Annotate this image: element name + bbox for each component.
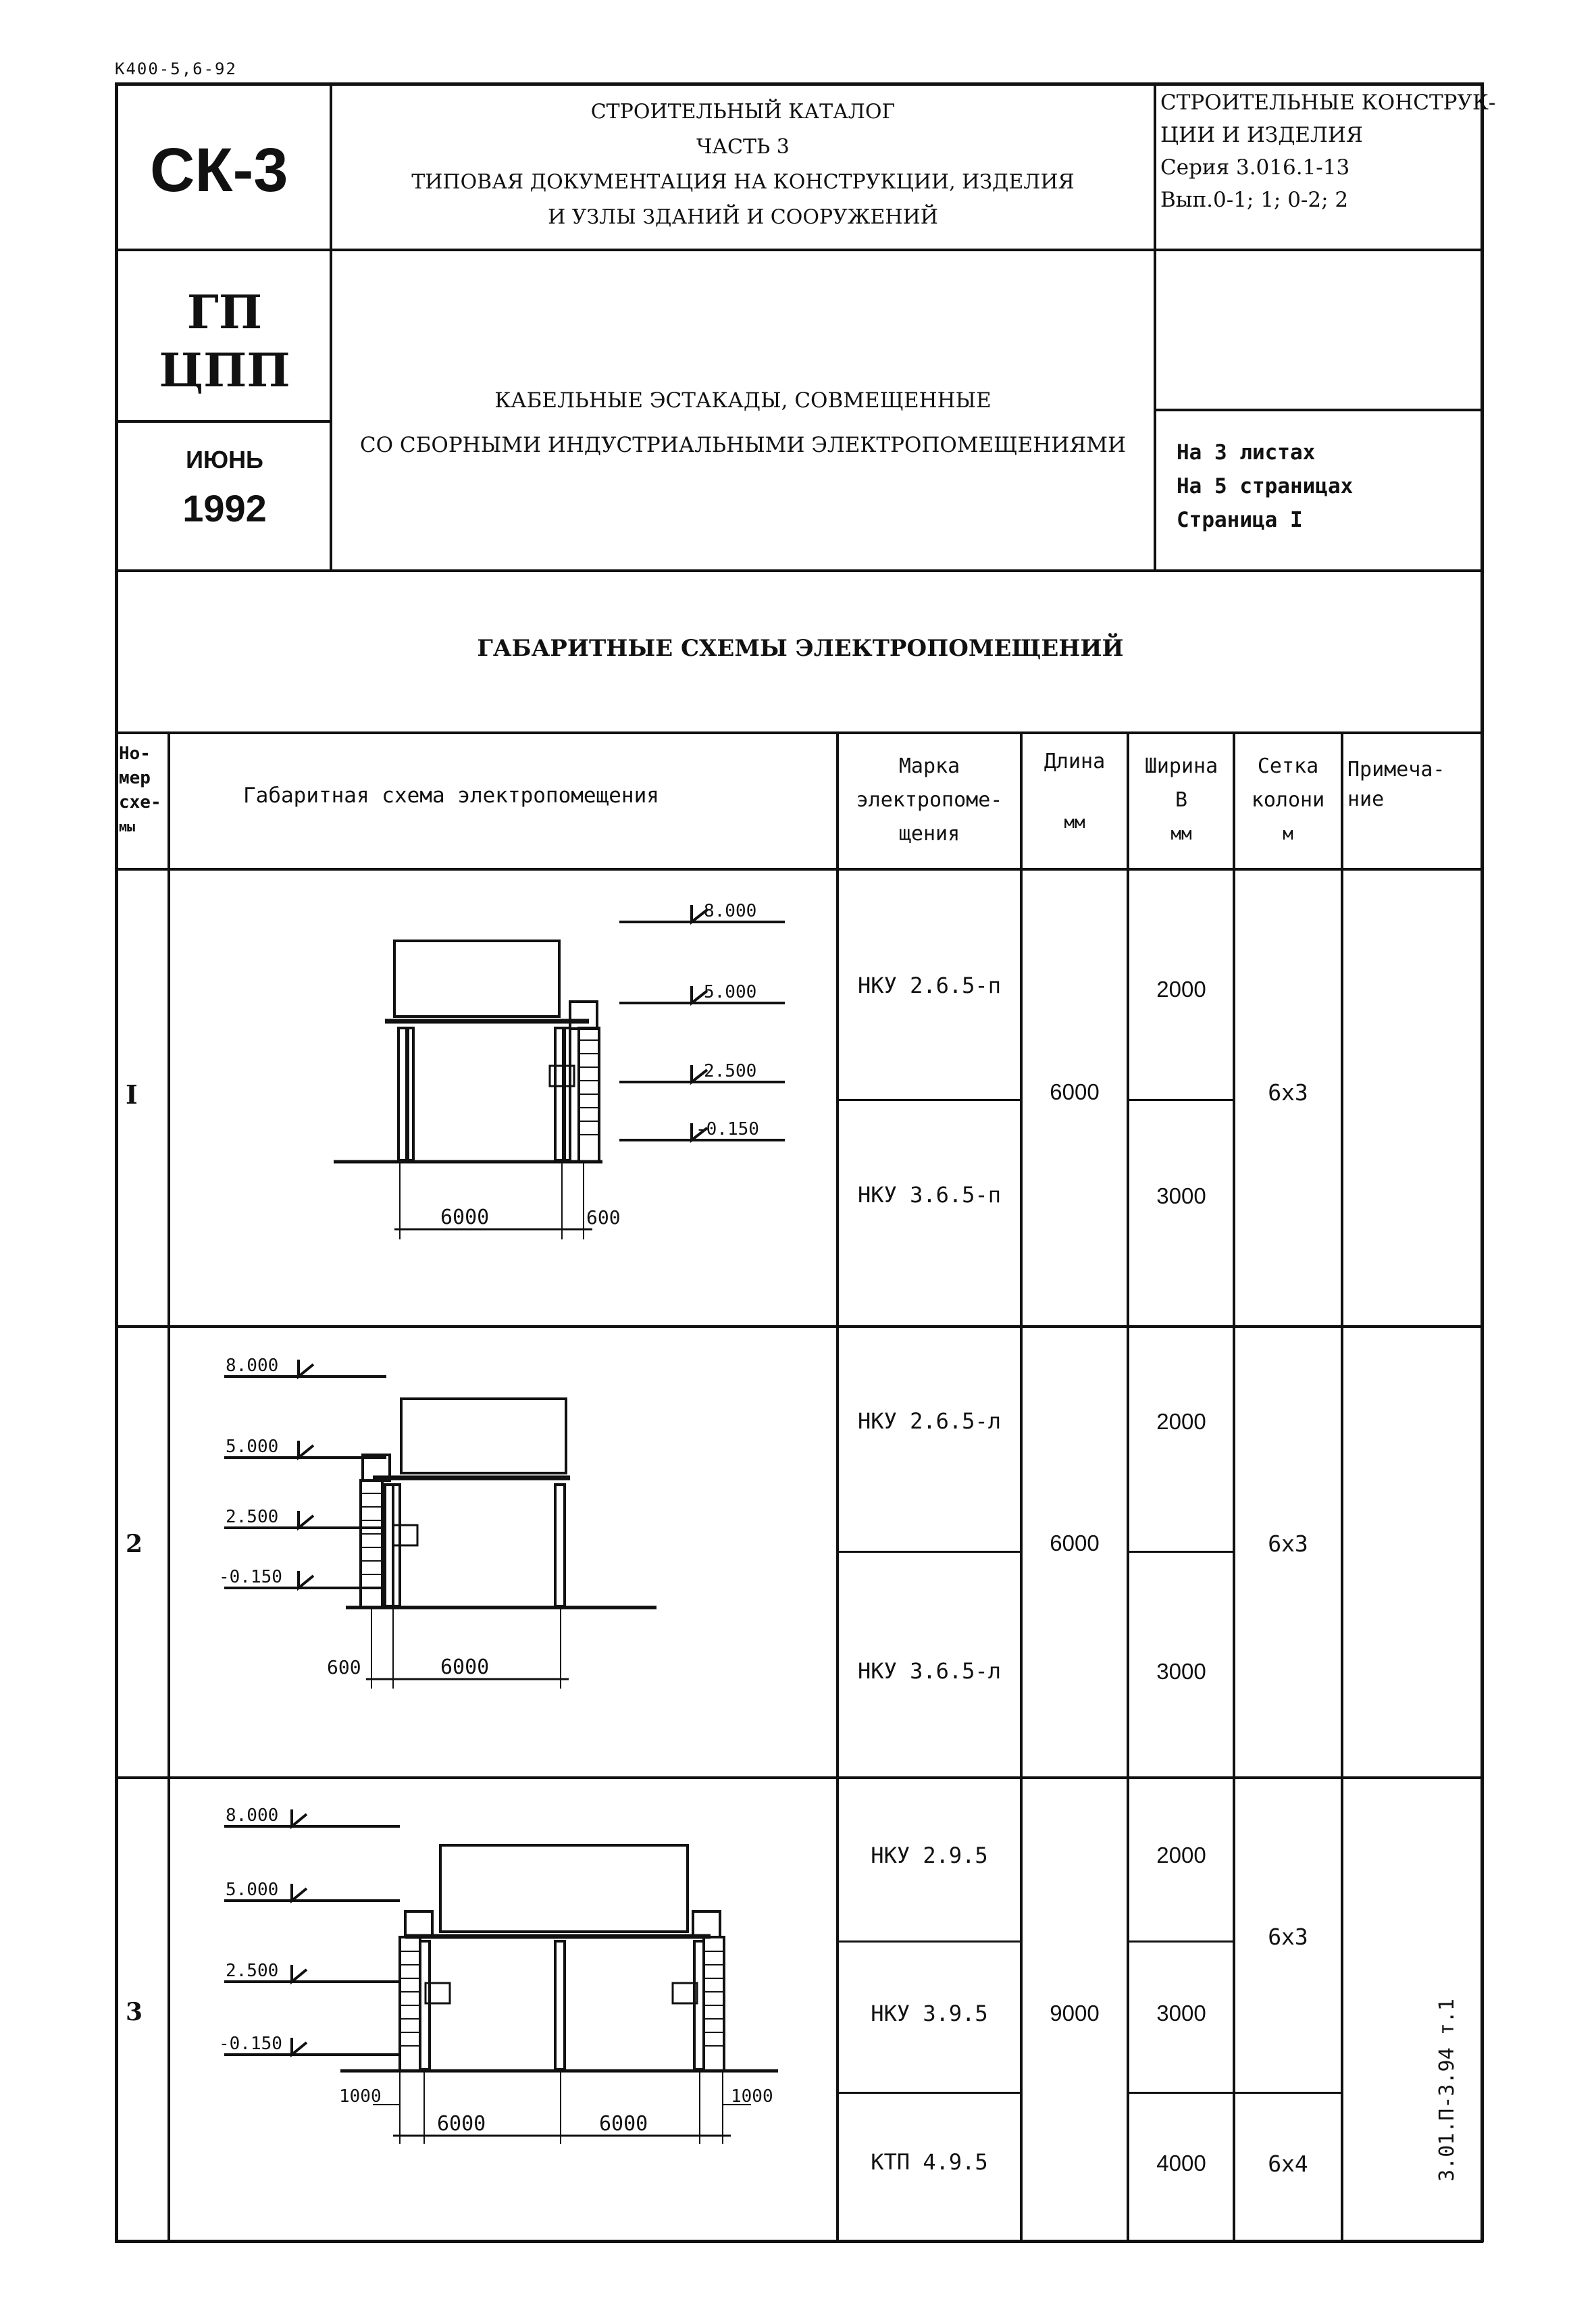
catalog-line: СТРОИТЕЛЬНЫЙ КАТАЛОГ bbox=[590, 100, 896, 124]
series-line: СТРОИТЕЛЬНЫЕ КОНСТРУК- bbox=[1160, 91, 1496, 115]
dimension-label: 600 bbox=[586, 1206, 621, 1229]
org-line: ЦПП bbox=[159, 344, 290, 398]
level-label: 2.500 bbox=[226, 1507, 279, 1527]
dimension-label: 1000 bbox=[731, 2086, 773, 2107]
row-number: 2 bbox=[126, 1530, 143, 1558]
room-length: 6000 bbox=[1050, 1079, 1100, 1104]
col-header-note-line: ние bbox=[1347, 788, 1385, 811]
col-header-num-line: мер bbox=[119, 768, 151, 788]
col-header-length-line: Длина bbox=[1044, 750, 1106, 773]
page-number: Страница I bbox=[1177, 508, 1303, 532]
col-header-length bbox=[1023, 750, 1127, 833]
level-label: 8.000 bbox=[704, 901, 757, 921]
col-header-mark-line: щения bbox=[898, 822, 960, 846]
level-label: 5.000 bbox=[226, 1880, 279, 1900]
series-block bbox=[1160, 86, 1495, 216]
level-label: 2.500 bbox=[704, 1061, 757, 1081]
column-grid: 6x3 bbox=[1268, 1531, 1308, 1557]
col-header-grid-line: м bbox=[1283, 824, 1293, 844]
col-header-note bbox=[1347, 755, 1483, 815]
issue-date bbox=[118, 446, 331, 530]
issue-year: 1992 bbox=[182, 487, 267, 530]
series-line: ЦИИ И ИЗДЕЛИЯ bbox=[1160, 123, 1363, 147]
col-header-num-line: Но- bbox=[119, 744, 151, 764]
room-length: 6000 bbox=[1050, 1531, 1100, 1555]
room-mark: НКУ 2.9.5 bbox=[871, 1843, 988, 1868]
title-line: СО СБОРНЫМИ ИНДУСТРИАЛЬНЫМИ ЭЛЕКТРОПОМЕЩЕНИЯМИ bbox=[359, 433, 1127, 457]
dimension-label: 600 bbox=[327, 1656, 361, 1678]
dimension-label: 1000 bbox=[339, 2086, 382, 2107]
col-header-width-line: мм bbox=[1170, 824, 1192, 844]
level-label: -0.150 bbox=[696, 1119, 759, 1139]
room-width: 2000 bbox=[1156, 1409, 1206, 1434]
col-header-length-line: мм bbox=[1064, 813, 1085, 833]
scheme-diagram-3 bbox=[170, 1779, 836, 2240]
col-header-width bbox=[1129, 750, 1233, 851]
level-label: 5.000 bbox=[704, 982, 757, 1002]
dimension-label: 6000 bbox=[437, 2112, 486, 2136]
organization bbox=[118, 284, 331, 400]
column-grid: 6x3 bbox=[1268, 1079, 1308, 1106]
col-header-note-line: Примеча- bbox=[1347, 758, 1445, 781]
catalog-line: ЧАСТЬ 3 bbox=[696, 135, 790, 159]
document-title bbox=[334, 378, 1152, 467]
series-line: Вып.0-1; 1; 0-2; 2 bbox=[1160, 188, 1349, 212]
catalog-code: СК-3 bbox=[150, 136, 288, 205]
level-label: -0.150 bbox=[219, 2034, 282, 2054]
room-mark: КТП 4.9.5 bbox=[871, 2149, 988, 2175]
col-header-mark bbox=[839, 750, 1020, 851]
column-grid: 6x3 bbox=[1268, 1924, 1308, 1950]
column-grid: 6x4 bbox=[1268, 2151, 1308, 2177]
title-line: КАБЕЛЬНЫЕ ЭСТАКАДЫ, СОВМЕЩЕННЫЕ bbox=[494, 388, 992, 413]
catalog-title-block bbox=[334, 95, 1152, 235]
col-header-num-line: мы bbox=[119, 819, 136, 835]
col-header-num bbox=[119, 742, 168, 839]
scheme-diagram-2 bbox=[170, 1328, 836, 1776]
row-number: 3 bbox=[126, 1998, 143, 2026]
col-header-grid-line: колони bbox=[1251, 788, 1325, 812]
col-header-grid bbox=[1235, 750, 1341, 851]
issue-month: ИЮНЬ bbox=[186, 446, 263, 473]
catalog-line: ТИПОВАЯ ДОКУМЕНТАЦИЯ НА КОНСТРУКЦИИ, ИЗДЕЛИЯ bbox=[411, 170, 1075, 194]
section-title: ГАБАРИТНЫЕ СХЕМЫ ЭЛЕКТРОПОМЕЩЕНИЙ bbox=[477, 635, 1124, 662]
row-number: I bbox=[126, 1079, 138, 1110]
room-mark: НКУ 2.6.5-п bbox=[858, 973, 1001, 998]
pages-count: На 5 страницах bbox=[1177, 474, 1354, 498]
sheets-count: На 3 листах bbox=[1177, 440, 1316, 465]
catalog-line: И УЗЛЫ ЗДАНИЙ И СООРУЖЕНИЙ bbox=[548, 205, 938, 229]
col-header-width-line: B bbox=[1175, 788, 1188, 812]
series-line: Серия 3.016.1-13 bbox=[1160, 155, 1350, 180]
col-header-mark-line: Марка bbox=[898, 754, 960, 778]
sheet-info bbox=[1177, 436, 1353, 537]
dimension-label: 6000 bbox=[440, 1206, 490, 1229]
level-label: 8.000 bbox=[226, 1356, 279, 1376]
side-archive-note: 3.01.П-3.94 т.1 bbox=[1435, 1999, 1459, 2182]
room-mark: НКУ 3.9.5 bbox=[871, 2001, 988, 2026]
room-mark: НКУ 3.6.5-п bbox=[858, 1182, 1001, 1208]
room-width: 3000 bbox=[1156, 1659, 1206, 1684]
col-header-scheme: Габаритная схема электропомещения bbox=[243, 783, 659, 808]
room-mark: НКУ 3.6.5-л bbox=[858, 1658, 1001, 1684]
scheme-diagram-1 bbox=[170, 871, 836, 1325]
col-header-num-line: схе- bbox=[119, 792, 161, 813]
col-header-mark-line: электропоме- bbox=[856, 788, 1003, 812]
org-line: ГП bbox=[186, 286, 263, 340]
room-width: 2000 bbox=[1156, 977, 1206, 1002]
col-header-width-line: Ширина bbox=[1144, 754, 1218, 778]
room-width: 4000 bbox=[1156, 2151, 1206, 2176]
level-label: 5.000 bbox=[226, 1437, 279, 1457]
room-width: 3000 bbox=[1156, 2001, 1206, 2026]
col-header-grid-line: Сетка bbox=[1257, 754, 1319, 778]
room-length: 9000 bbox=[1050, 2001, 1100, 2026]
document-code: К400-5,6-92 bbox=[115, 59, 237, 78]
level-label: 2.500 bbox=[226, 1961, 279, 1981]
room-mark: НКУ 2.6.5-л bbox=[858, 1408, 1001, 1434]
room-width: 3000 bbox=[1156, 1183, 1206, 1208]
room-width: 2000 bbox=[1156, 1843, 1206, 1868]
level-label: -0.150 bbox=[219, 1567, 282, 1587]
dimension-label: 6000 bbox=[440, 1655, 490, 1679]
level-label: 8.000 bbox=[226, 1805, 279, 1826]
dimension-label: 6000 bbox=[599, 2112, 648, 2136]
